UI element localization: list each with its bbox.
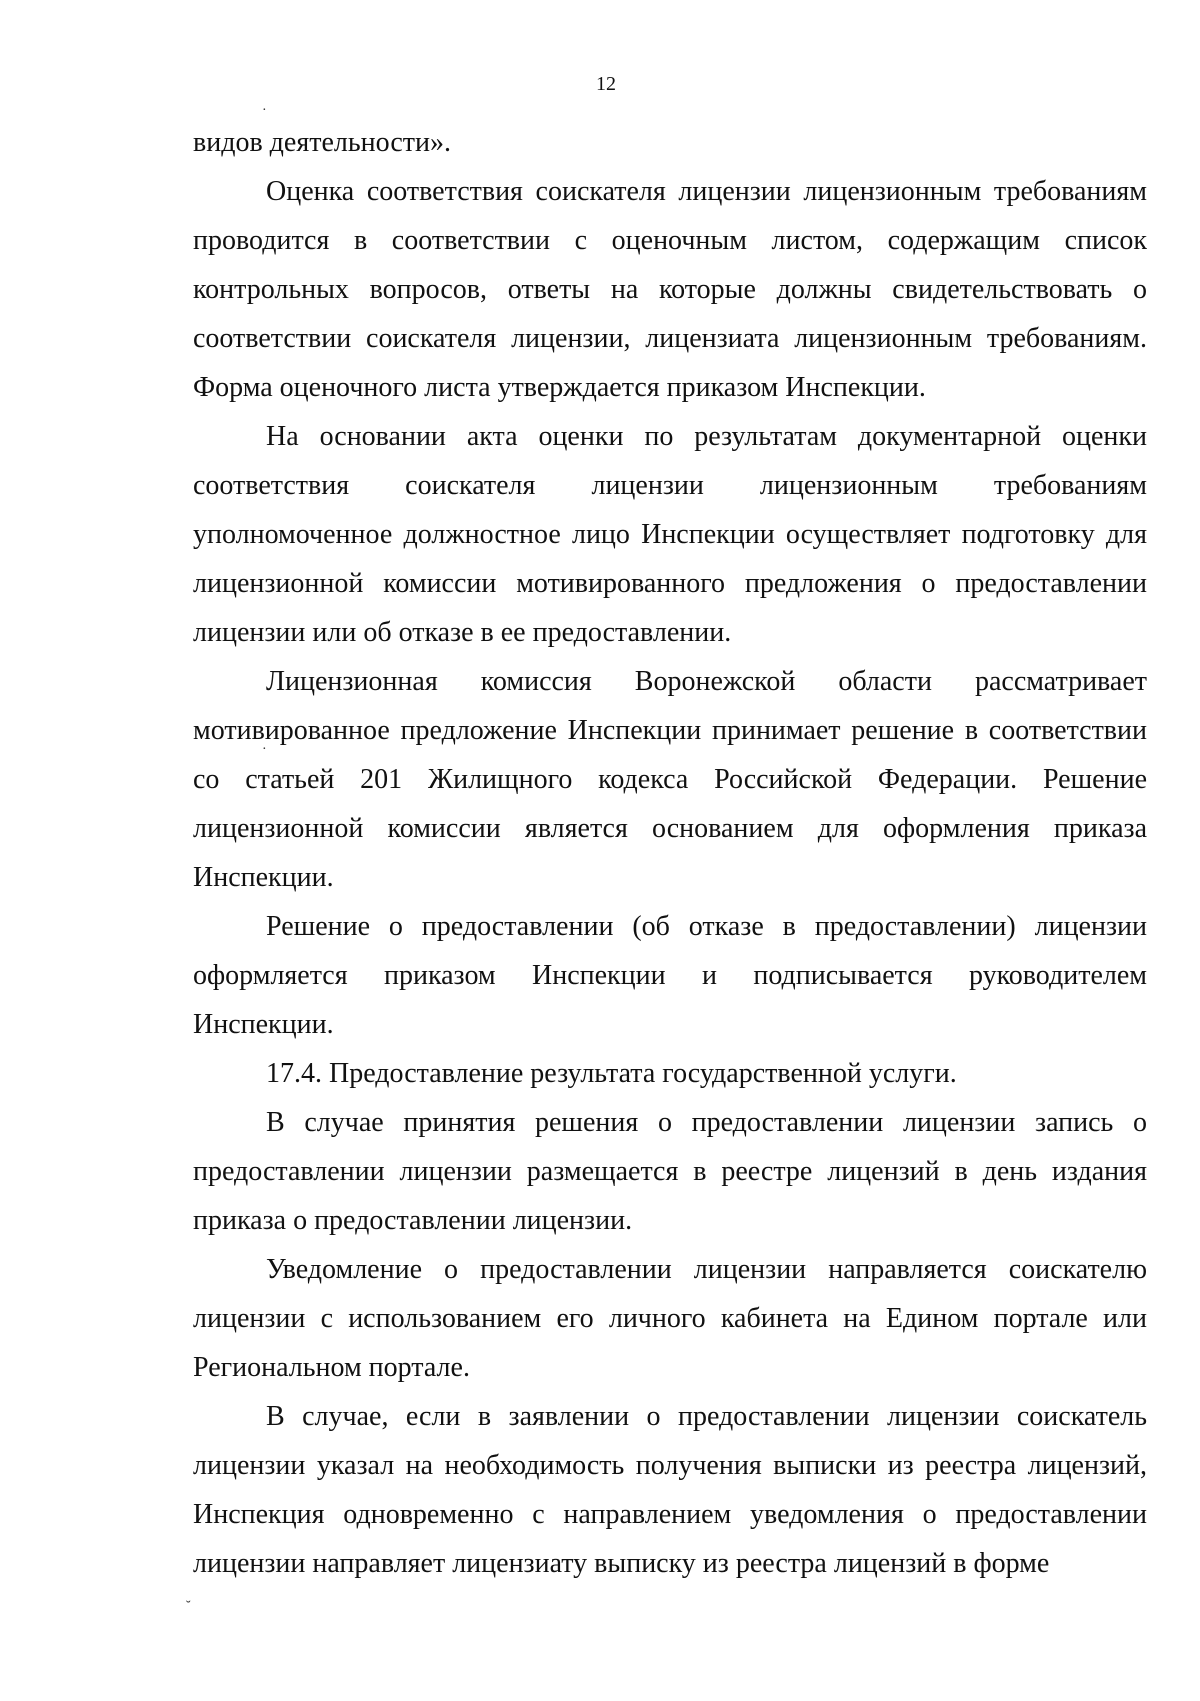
- paragraph-continuation: видов деятельности».: [193, 127, 451, 158]
- scan-speck: ·: [262, 742, 267, 757]
- paragraph: В случае, если в заявлении о предоставлении лицензии соискатель лицензии указал на необходимость получения выписки из реестра лицензий, Инспекция одновременно с направлением уведомления о предоставлении лицензии направляет лицензиату выписку из реестра лицензий в форме: [193, 1401, 1147, 1579]
- document-body: [193, 118, 1147, 1588]
- scan-speck: ·: [262, 103, 267, 118]
- paragraph: Уведомление о предоставлении лицензии направляется соискателю лицензии с использованием его личного кабинета на Едином портале или Региональном портале.: [193, 1254, 1147, 1383]
- paragraph: Оценка соответствия соискателя лицензии лицензионным требованиям проводится в соответствии с оценочным листом, содержащим список контрольных вопросов, ответы на которые должны свидетельствовать о соответствии соискателя лицензии, лицензиата лицензионным требованиям. Форма оценочного листа утверждается приказом Инспекции.: [193, 176, 1147, 403]
- scan-speck: ˘: [186, 1599, 191, 1614]
- paragraph: На основании акта оценки по результатам документарной оценки соответствия соискателя лицензии лицензионным требованиям уполномоченное должностное лицо Инспекции осуществляет подготовку для лицензионной комиссии мотивированного предложения о предоставлении лицензии или об отказе в ее предоставлении.: [193, 421, 1147, 648]
- paragraph: Решение о предоставлении (об отказе в предоставлении) лицензии оформляется приказом Инспекции и подписывается руководителем Инспекции.: [193, 911, 1147, 1040]
- paragraph: В случае принятия решения о предоставлении лицензии запись о предоставлении лицензии размещается в реестре лицензий в день издания приказа о предоставлении лицензии.: [193, 1107, 1147, 1236]
- paragraph: Лицензионная комиссия Воронежской области рассматривает мотивированное предложение Инспекции принимает решение в соответствии со статьей 201 Жилищного кодекса Российской Федерации. Решение лицензионной комиссии является основанием для оформления приказа Инспекции.: [193, 666, 1147, 893]
- page-number: 12: [596, 73, 616, 95]
- section-heading: 17.4. Предоставление результата государственной услуги.: [266, 1058, 957, 1089]
